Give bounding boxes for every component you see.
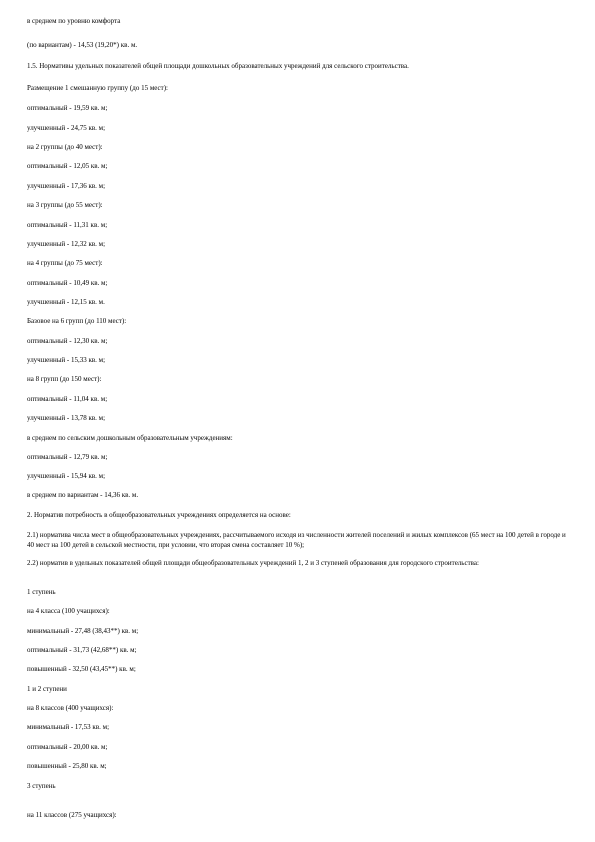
text-line: минимальный - 17,53 кв. м;: [27, 723, 110, 731]
text-line: на 4 класса (100 учащихся):: [27, 607, 110, 615]
text-line: повышенный - 32,50 (43,45**) кв. м;: [27, 665, 136, 673]
text-line: в среднем по уровню комфорта: [27, 17, 121, 25]
text-line: на 8 групп (до 150 мест):: [27, 375, 102, 383]
text-line: 2. Норматив потребность в общеобразовательных учреждениях определяется на основе:: [27, 511, 291, 519]
text-line: минимальный - 27,48 (38,43**) кв. м;: [27, 627, 139, 635]
text-line: оптимальный - 10,49 кв. м;: [27, 279, 108, 287]
text-line: на 2 группы (до 40 мест):: [27, 143, 103, 151]
text-line: оптимальный - 19,59 кв. м;: [27, 104, 108, 112]
text-line: Базовое на 6 групп (до 110 мест):: [27, 317, 127, 325]
text-line: оптимальный - 12,79 кв. м;: [27, 453, 108, 461]
text-line: 1 ступень: [27, 588, 56, 596]
text-line: оптимальный - 12,30 кв. м;: [27, 337, 108, 345]
text-line: в среднем по вариантам - 14,36 кв. м.: [27, 491, 139, 499]
text-line: (по вариантам) - 14,53 (19,20*) кв. м.: [27, 41, 138, 49]
text-line: на 4 группы (до 75 мест):: [27, 259, 103, 267]
text-line: оптимальный - 11,31 кв. м;: [27, 221, 108, 229]
text-line: улучшенный - 12,15 кв. м.: [27, 298, 105, 306]
text-line: на 11 классов (275 учащихся):: [27, 811, 117, 819]
text-line: оптимальный - 31,73 (42,68**) кв. м;: [27, 646, 137, 654]
text-line: 2.1) норматива числа мест в общеобразовательных учреждениях, рассчитываемого исходя из численности жителей поселений и жилых комплексов (65 мест на 100 детей в городе и 40 мест на 100 детей в сельской местности, при условии, что вторая смена составляет 10 %);: [27, 531, 566, 549]
text-line: повышенный - 25,80 кв. м;: [27, 762, 107, 770]
text-line: в среднем по сельским дошкольным образовательным учреждениям:: [27, 434, 233, 442]
text-line: оптимальный - 11,04 кв. м;: [27, 395, 108, 403]
text-line: на 3 группы (до 55 мест):: [27, 201, 103, 209]
text-line: 3 ступень: [27, 782, 56, 790]
text-line: на 8 классов (400 учащихся):: [27, 704, 114, 712]
text-line: улучшенный - 13,78 кв. м;: [27, 414, 106, 422]
text-line: 1 и 2 ступени: [27, 685, 67, 693]
text-line: улучшенный - 15,33 кв. м;: [27, 356, 106, 364]
text-line: улучшенный - 12,32 кв. м;: [27, 240, 106, 248]
text-line: оптимальный - 12,05 кв. м;: [27, 162, 108, 170]
text-line: 1.5. Нормативы удельных показателей общей площади дошкольных образовательных учреждений для сельского строительства.: [27, 62, 409, 70]
text-line: улучшенный - 24,75 кв. м;: [27, 124, 106, 132]
text-line: Размещение 1 смешанную группу (до 15 мест):: [27, 84, 168, 92]
text-line: улучшенный - 15,94 кв. м;: [27, 472, 106, 480]
text-line: оптимальный - 20,00 кв. м;: [27, 743, 108, 751]
text-line: 2.2) норматив в удельных показателей общей площади общеобразовательных учреждений 1, 2 и 3 ступеней образования для городского строительства:: [27, 559, 479, 567]
text-line: улучшенный - 17,36 кв. м;: [27, 182, 106, 190]
